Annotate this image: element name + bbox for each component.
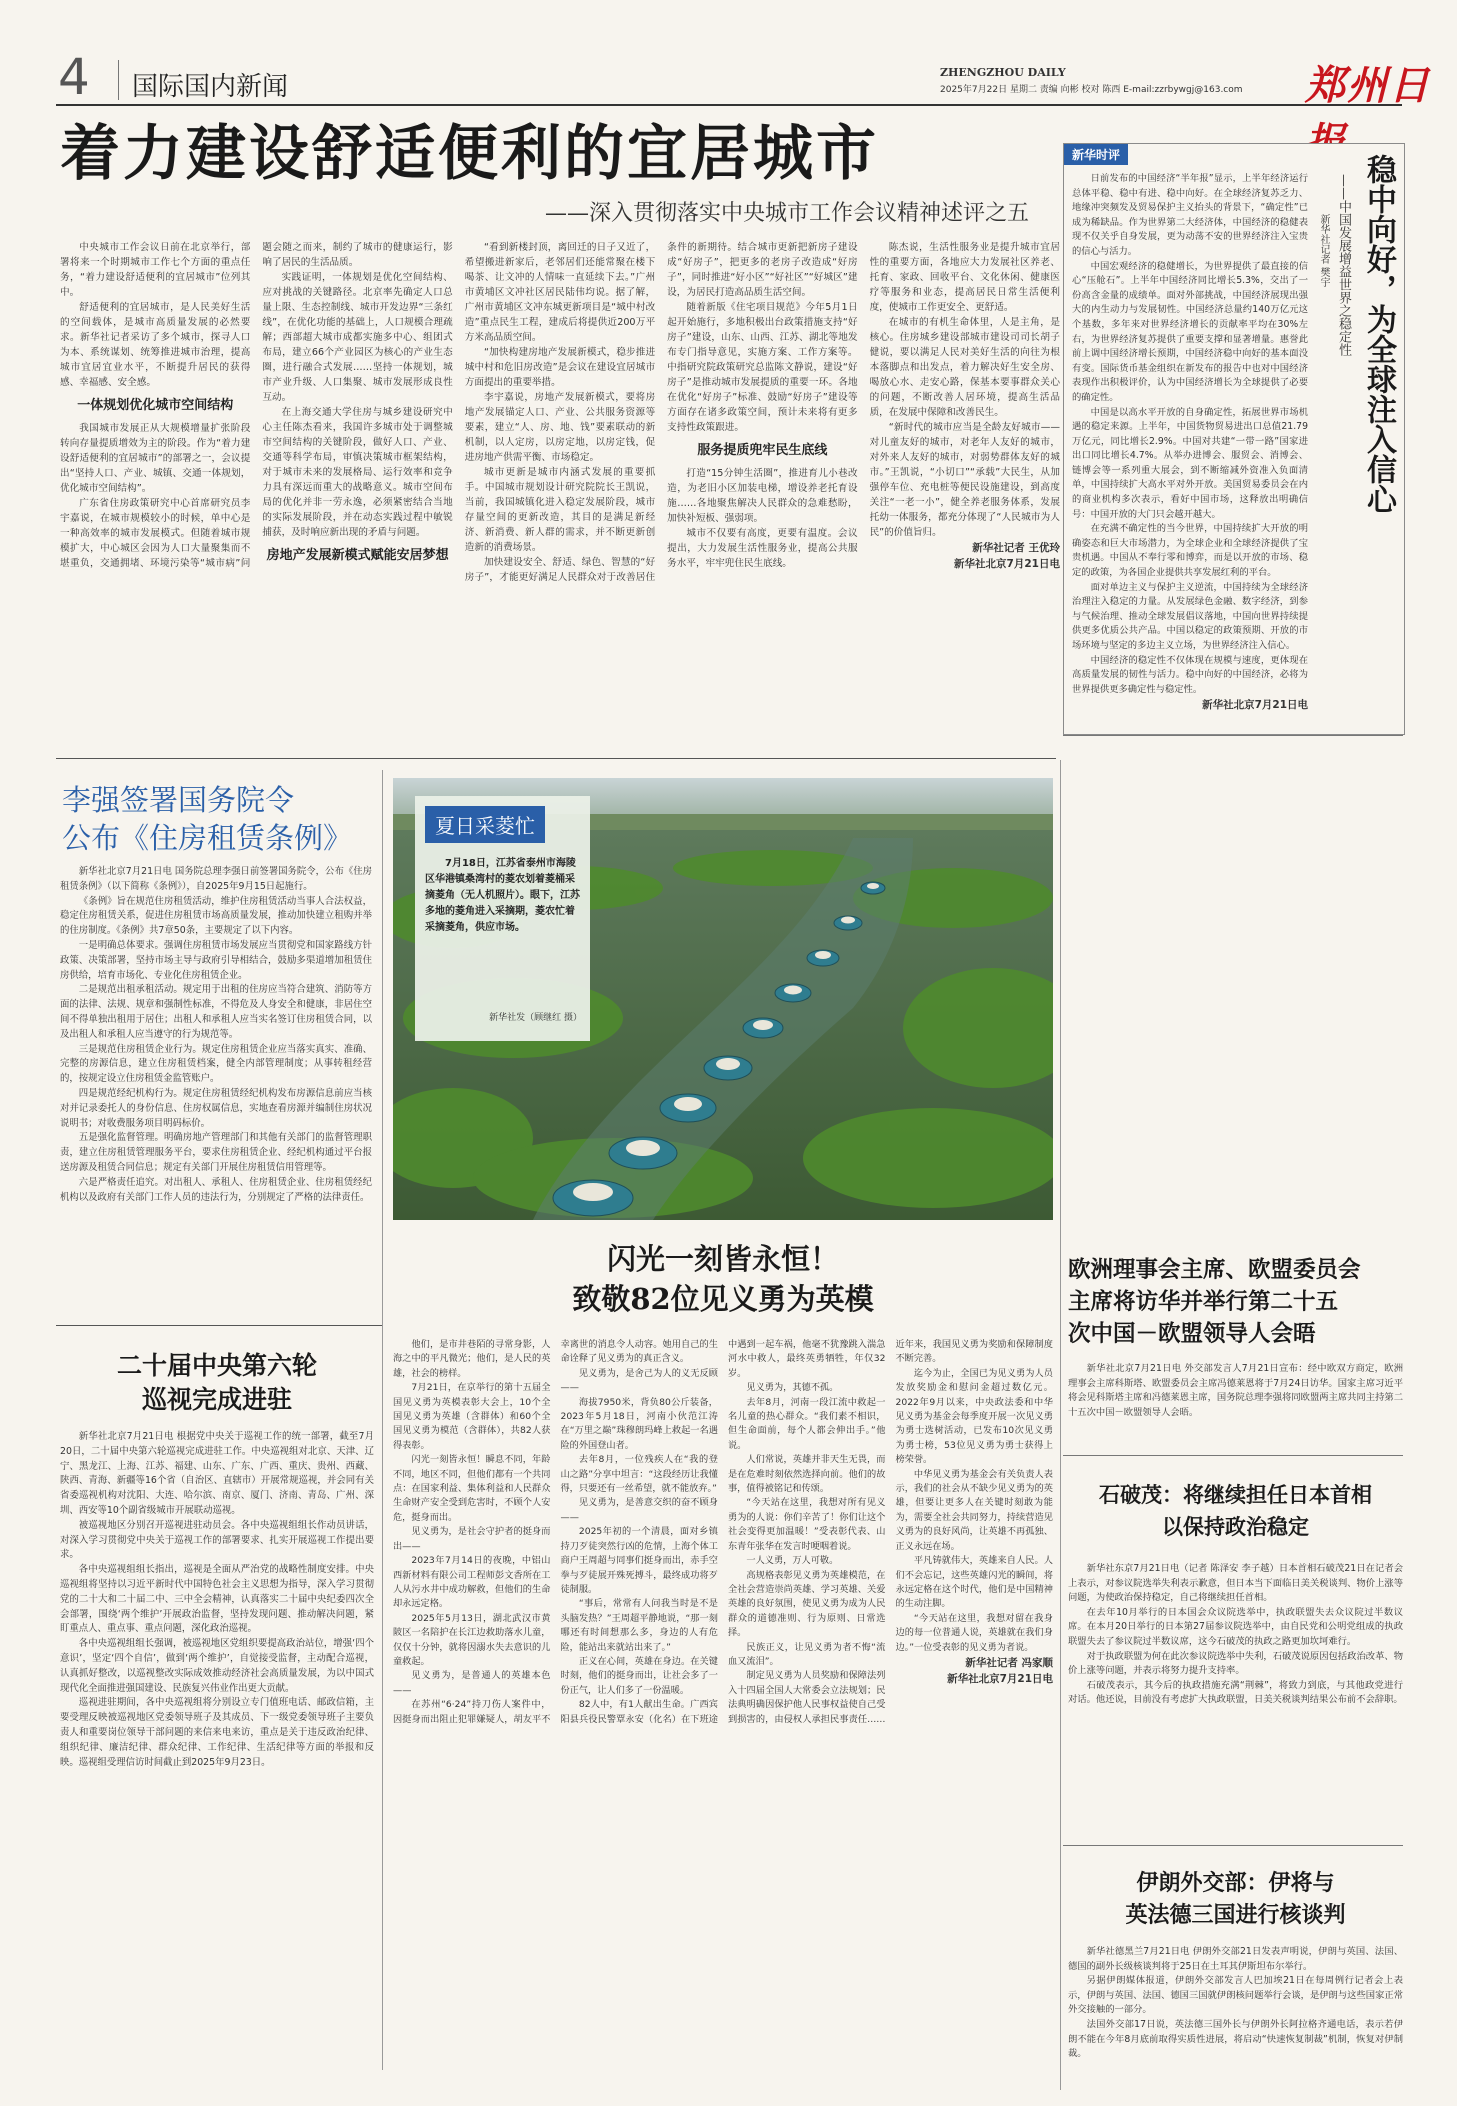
photo-block — [393, 778, 1053, 1220]
iran-title-line2: 英法德三国进行核谈判 — [1125, 1902, 1346, 1928]
lead-subhead-1: 一体规划优化城市空间结构 — [77, 398, 234, 413]
ishiba-title-line2: 以保持政治稳定 — [1162, 1514, 1309, 1539]
heroes-p8: 在苏州“6·24”持刀伤人案件中，因挺身而出阻止犯罪嫌疑人，胡友平不幸离世的消息令人动容。她用自己的生命诠释了见义勇为的真正含义。 — [393, 1339, 718, 1725]
lead-intro-p2: 舒适便利的宜居城市，是人民美好生活的空间载体，是城市高质量发展的必然要求。新华社记者采访了多个城市，探寻人口为本、系统谋划、统筹推进城市治理，提高城市宜居宜业水平，不断提升居民的获得感、幸福感、安全感。 — [60, 302, 251, 388]
photo-caption: 7月18日，江苏省泰州市海陵区华港镇桑湾村的菱农划着菱桶采摘菱角（无人机照片）。眼下，江苏多地的菱角进入采摘期，菱农忙着采摘菱角，供应市场。 — [425, 858, 580, 933]
heroes-p9: 见义勇为，是舍己为人的义无反顾—— — [560, 1367, 718, 1394]
heroes-p28: “今天站在这里，我想对留在我身边的每一位普通人说，英雄就在我们身边。”一位受表彰的见义勇为者说。 — [895, 1612, 1053, 1653]
sidebar-byline: 新华社记者 樊宇 — [1318, 214, 1329, 288]
lead-p2-1: “看到新楼封顶，离回迁的日子又近了，希望搬进新家后，老邻居们还能常聚在楼下喝茶、让文冲的人情味一直延续下去。”广州市黄埔区文冲社区居民陆伟均说。据了解，广州市黄埔区文冲东城更新项目是“城中村改造”重点民生工程，建成后将提供近200万平方米高品质空间。 — [464, 242, 656, 343]
lead-p2-2: “加快构建房地产发展新模式，稳步推进城中村和危旧房改造”是会议在建设宜居城市方面提出的重要举措。 — [464, 347, 656, 388]
li-qiang-p3: 一是明确总体要求。强调住房租赁市场发展应当贯彻党和国家路线方针政策、决策部署，坚持市场主导与政府引导相结合，鼓励多渠道增加租赁住房供给，培育市场化、专业化住房租赁企业。 — [60, 939, 372, 981]
ishiba-p2: 在去年10月举行的日本国会众议院选举中，执政联盟失去众议院过半数议席。在本月20日举行的日本第27届参议院选举中，由自民党和公明党组成的执政联盟失去了参议院过半数议席，这今石破茂的执政之路更加坎坷难行。 — [1068, 1606, 1403, 1647]
heroes-p1: 他们，是市井巷陌的寻常身影，人海之中的平凡微光；他们，是人民的英雄，社会的榜样。 — [393, 1339, 551, 1379]
issue-meta: 2025年7月22日 星期二 责编 向彬 校对 陈西 E-mail:zzrbywgj@163.com — [940, 85, 1243, 95]
lead-title: 着力建设舒适便利的宜居城市 — [60, 119, 879, 189]
ishiba-p4: 石破茂表示，其今后的执政措施充满“荆棘”，将致力到底，与其他政党进行对话。他还说，目前没有考虑扩大执政联盟，日美关税谈判结果公布前不会辞职。 — [1068, 1679, 1403, 1706]
heroes-p6: 2025年5月13日，湖北武汉市黄陂区一名陪护在长江边救助落水儿童，仅仅十分钟，就将因溺水失去意识的儿童救起。 — [393, 1612, 551, 1667]
sidebar-p6: 中国经济的稳定性不仅体现在规模与速度，更体现在高质量发展的韧性与活力。稳中向好的中国经济，必将为世界提供更多确定性与稳定性。 — [1072, 654, 1308, 695]
lead-dateline: 新华社北京7月21日电 — [954, 558, 1060, 570]
sidebar-subtitle: ——中国发展增益世界之稳定性 — [1336, 174, 1351, 356]
heroes-p23: 民族正义，让见义勇为者不悔“流血又流泪”。 — [728, 1641, 886, 1667]
xunshi-body — [60, 1430, 374, 2090]
heroes-p25: 迄今为止，全国已为见义勇为人员发放奖励金和慰问金超过数亿元。2022年9月以来，中央政法委和中华见义勇为基金会每季度开展一次见义勇为勇士选树活动，已发布10次见义勇为勇士榜，53位见义勇为勇士获得上榜荣誉。 — [895, 1367, 1053, 1466]
lead-p1-4: 在上海交通大学住房与城乡建设研究中心主任陈杰看来，我国许多城市处于调整城市空间结构的关键阶段，做好人口、产业、交通等科学布局，审慎决策城市框架结构，对于城市未来的发展格局、运行效率和竞争力具有深远而重大的战略意义。城市空间布局的优化并非一劳永逸，必须紧密结合当地的实际发展阶段，并在动态实践过程中敏锐捕获，及时响应新出现的矛盾与问题。 — [262, 407, 453, 538]
lead-body — [60, 240, 1060, 740]
ishiba-p3: 对于执政联盟为何在此次参议院选举中失利，石破茂说原因包括政治改革、物价上涨等问题，并表示将努力提升支持率。 — [1068, 1650, 1403, 1677]
li-qiang-title-line2: 公布《住房租赁条例》 — [62, 821, 353, 855]
iran-p3: 法国外交部17日说，英法德三国外长与伊朗外长阿拉格齐通电话，表示若伊朗不能在今年8月底前取得实质性进展，将启动“快速恢复制裁”机制，恢复对伊制裁。 — [1068, 2018, 1403, 2060]
page-number: 4 — [58, 48, 90, 106]
heroes-p2: 7月21日，在京举行的第十五届全国见义勇为英模表彰大会上，10个全国见义勇为英雄（含群体）和60个全国见义勇为模范（含群体），共82人获得表彰。 — [393, 1382, 551, 1451]
lead-p3-4: 在城市的有机生命体里，人是主角，是核心。住房城乡建设部城市建设司司长胡子健说，要以满足人民对美好生活的向往为根本落脚点和出发点，着力解决好生安全房、喝放心水、走安心路，保基本要事群众关心的问题，不断改善人居环境，提高生活品质，在发展中保障和改善民生。 — [869, 317, 1060, 418]
eu-p1: 新华社北京7月21日电 外交部发言人7月21日宣布：经中欧双方商定，欧洲理事会主席科斯塔、欧盟委员会主席冯德莱恩将于7月24日访华。国家主席习近平将会见科斯塔主席和冯德莱恩主席，国务院总理李强将同欧盟两主席共同主持第二十五次中国－欧盟领导人会晤。 — [1068, 1363, 1403, 1418]
heroes-p26: 中华见义勇为基金会有关负责人表示，我们的社会从不缺少见义勇为的英雄，但要让更多人在关键时刻敢为能为，需要全社会共同努力，持续营造见义勇为的良好风尚，让英雄不再孤独、正义永远在场。 — [895, 1468, 1053, 1552]
sidebar-tag: 新华时评 — [1064, 144, 1128, 165]
xunshi-title-line2: 巡视完成进驻 — [141, 1385, 292, 1414]
section-title: 国际国内新闻 — [132, 72, 289, 102]
paper-name-en: ZHENGZHOU DAILY — [940, 66, 1066, 79]
ishiba-title-line1: 石破茂：将继续担任日本首相 — [1099, 1482, 1372, 1507]
heroes-title-line1: 闪光一刻皆永恒！ — [606, 1242, 839, 1276]
heroes-p4: 见义勇为，是社会守护者的挺身而出—— — [393, 1526, 551, 1552]
eu-title-line1: 欧洲理事会主席、欧盟委员会 — [1068, 1257, 1361, 1283]
page-header — [0, 0, 1457, 110]
lead-p1-3: 实践证明，一体规划是优化空间结构、应对挑战的关键路径。北京率先确定人口总量上限、生态控制线、城市开发边界“三条红线”，在优化功能的基础上，人口规模合理疏解；西部超大城市成都实施多中心、组团式布局，建立66个产业园区为核心的产业生态圈，进行融合式发展……坚持一体规划，城市产业升级、人口集聚、城市发展形成良性互动。 — [262, 272, 453, 403]
lead-p1-2: 广东省住房政策研究中心首席研究员李宇嘉说，在城市规模较小的时候，单中心是一种高效率的城市发展模式。但随着城市规模扩大，中心城区会因为人口大量聚集而不堪重负，交通拥堵、环境污染等“城市病”问题会随之而来，制约了城市的健康运行，影响了居民的生活品质。 — [60, 242, 453, 569]
lead-p1-1: 我国城市发展正从大规模增量扩张阶段转向存量提质增效为主的阶段。作为“着力建设舒适便利的宜居城市”的部署之一，会议提出“坚持人口、产业、城镇、交通一体规划，优化城市空间结构”。 — [60, 423, 251, 494]
eu-body — [1068, 1362, 1403, 1452]
sidebar-commentary — [1063, 143, 1405, 735]
heroes-p20: “今天站在这里，我想对所有见义勇为的人说：你们辛苦了！你们让这个社会变得更加温暖！”受表彰代表、山东青年张华在发言时哽咽着说。 — [728, 1497, 886, 1552]
lead-subhead-3: 服务提质兜牢民生底线 — [697, 443, 828, 458]
li-qiang-p5: 三是规范住房租赁企业行为。规定住房租赁企业应当落实真实、准确、完整的房源信息，建立住房租赁档案，健全内部管理制度；从事转租经营的，按规定设立住房租赁金监管账户。 — [60, 1043, 372, 1085]
heroes-p13: 2025年初的一个清晨，面对乡镇持刀歹徒突然行凶的危情，上海个体工商户王周超与同事们挺身而出，赤手空拳与歹徒展开殊死搏斗，最终成功将歹徒制服。 — [560, 1526, 718, 1595]
iran-body — [1068, 1945, 1403, 2095]
li-qiang-p7: 五是强化监督管理。明确房地产管理部门和其他有关部门的监督管理职责，建立住房租赁管理服务平台，要求住房租赁企业、经纪机构通过平台报送房源及租赁合同信息；规定有关部门开展住房租赁信用管理等。 — [60, 1132, 372, 1173]
sidebar-body — [1072, 172, 1308, 727]
xunshi-p1: 新华社北京7月21日电 根据党中央关于巡视工作的统一部署，截至7月20日，二十届中央第六轮巡视完成进驻工作。中央巡视组对北京、天津、辽宁、黑龙江、上海、江苏、福建、山东、广东、广西、重庆、贵州、西藏、陕西、青海、新疆等16个省（自治区、直辖市）开展常规巡视，并会同有关省委巡视机构对沈阳、大连、哈尔滨、南京、厦门、济南、青岛、广州、深圳、西安等10个副省级城市开展联动巡视。 — [60, 1431, 374, 1516]
photo-credit: 新华社发（顾继红 摄） — [489, 1013, 582, 1023]
heroes-title-line2: 致敬82位见义勇为英模 — [572, 1282, 874, 1316]
lead-signature: 新华社记者 王优玲 — [972, 542, 1060, 554]
xunshi-p3: 各中央巡视组组长指出，巡视是全面从严治党的战略性制度安排。中央巡视组将坚持以习近平新时代中国特色社会主义思想为指导，深入学习贯彻党的二十大和二十届二中、三中全会精神，认真落实二十届中央纪委四次全会部署，围绕‘两个维护’开展政治监督，坚持发现问题、推动解决问题，紧盯重点人、重点事、重点问题，深化政治巡视。 — [60, 1564, 374, 1635]
photo-caption-box — [415, 796, 590, 1041]
xunshi-title-line1: 二十届中央第六轮 — [116, 1351, 317, 1380]
heroes-p12: 见义勇为，是善意交织的奋不顾身—— — [560, 1497, 718, 1523]
li-qiang-p2: 《条例》旨在规范住房租赁活动，维护住房租赁活动当事人合法权益，稳定住房租赁关系，促进住房租赁市场高质量发展，推动加快建立租购并举的住房制度。《条例》共7章50条，主要规定了以下内容。 — [60, 895, 372, 937]
heroes-p11: 去年8月，一位残疾人在“我的登山之路”分享中坦言：“这段经历让我懂得，只要还有一丝希望，就不能放弃。” — [560, 1454, 718, 1495]
eu-title-line3: 次中国－欧盟领导人会晤 — [1068, 1321, 1316, 1347]
xunshi-p2: 被巡视地区分别召开巡视进驻动员会。各中央巡视组组长作动员讲话，对深入学习贯彻党中央关于巡视工作的部署要求、扎实开展巡视工作提出要求。 — [60, 1519, 374, 1561]
iran-title-line1: 伊朗外交部：伊将与 — [1136, 1870, 1335, 1896]
sidebar-p5: 面对单边主义与保护主义逆流，中国持续为全球经济治理注入稳定的力量。从发展绿色金融、数字经济，到参与气候治理、推动全球发展倡议落地，中国向世界持续提供更多优质公共产品。中国以稳定的政策预期、开放的市场环境与坚定的多边主义立场，为世界经济注入信心。 — [1072, 581, 1308, 651]
lead-intro-p1: 中央城市工作会议日前在北京举行，部署将来一个时期城市工作七个方面的重点任务，“着力建设舒适便利的宜居城市”位列其中。 — [60, 242, 251, 298]
lead-p2-4: 城市更新是城市内涵式发展的重要抓手。中国城市规划设计研究院院长王凯说，当前，我国城镇化进入稳定发展阶段，城市存量空间的更新改造，其目的是满足新经济、新消费、新人群的需求，并不断更新创造新的消费场景。 — [464, 467, 656, 553]
li-qiang-p6: 四是规范经纪机构行为。规定住房租赁经纪机构发布房源信息前应当核对并记录委托人的身份信息、住房权属信息，实地查看房源并编制住房状况说明书；对收费服务项目明码标价。 — [60, 1087, 372, 1129]
paper-logo: 郑州日 — [1305, 62, 1431, 109]
sidebar-title: 稳中向好，为全球注入信心 — [1361, 154, 1396, 514]
heroes-p16: 82人中，有1人献出生命。广西宾阳县兵役民警覃永安（化名）在下班途中遇到一起车祸，他毫不犹豫跳入湍急河水中救人，最终英勇牺牲，年仅32岁。 — [560, 1339, 886, 1725]
lead-subtitle: ——深入贯彻落实中央城市工作会议精神述评之五 — [545, 201, 1030, 226]
lead-p3-1: 打造“15分钟生活圈”，推进育儿小巷改造，为老旧小区加装电梯，增设养老托育设施……各地聚焦解决人民群众的急难愁盼，加快补短板、强弱项。 — [667, 468, 858, 524]
iran-p1: 新华社德黑兰7月21日电 伊朗外交部21日发表声明说，伊朗与英国、法国、德国的副外长级核谈判将于25日在土耳其伊斯坦布尔举行。 — [1068, 1946, 1403, 1972]
lead-p3-3: 陈杰说，生活性服务业是提升城市宜居性的重要方面，各地应大力发展社区养老、托育、家政、回收平台、文化休闲、健康医疗等服务和业态，提高居民日常生活便利度，使城市工作更安全、更舒适。 — [869, 242, 1060, 313]
heroes-p24: 制定见义勇为人员奖励和保障法列入十四届全国人大常委会立法规划；民法典明确因保护他人民事权益使自己受到损害的，由侵权人承担民事责任……近年来，我国见义勇为奖励和保障制度不断完善。 — [728, 1339, 1053, 1725]
li-qiang-p1: 新华社北京7月21日电 国务院总理李强日前签署国务院令，公布《住房租赁条例》（以下简称《条例》），自2025年9月15日起施行。 — [60, 866, 372, 892]
sidebar-p1: 日前发布的中国经济“半年报”显示，上半年经济运行总体平稳、稳中有进、稳中向好。在全球经济复苏乏力、地缘冲突频发及贸易保护主义抬头的背景下，“确定性”已成为稀缺品。作为世界第二大经济体，中国经济的稳健表现不仅关乎自身发展，更为动荡不安的世界经济注入宝贵的信心与活力。 — [1072, 173, 1308, 257]
ishiba-body — [1068, 1562, 1403, 1837]
xunshi-p4: 各中央巡视组组长强调，被巡视地区党组织要提高政治站位，增强‘四个意识’，坚定‘四个自信’，做到‘两个维护’，自觉接受监督，主动配合巡视，认真抓好整改，以巡视整改实际成效推动经济社会高质量发展，为以中国式现代化全面推进强国建设、民族复兴伟业作出更大贡献。 — [60, 1638, 374, 1694]
heroes-dateline: 新华社北京7月21日电 — [947, 1672, 1053, 1685]
iran-p2: 另据伊朗媒体报道，伊朗外交部发言人巴加埃21日在每周例行记者会上表示，伊朗与英国、法国、德国三国就伊朗核问题举行会谈，是伊朗与这些国家正常外交接触的一部分。 — [1068, 1975, 1403, 2016]
eu-title-line2: 主席将访华并举行第二十五 — [1068, 1289, 1339, 1315]
heroes-body — [393, 1338, 1053, 2090]
heroes-p10: 海拔7950米，背负80公斤装备，2023年5月18日，河南小伙范江涛在“万里之巅”珠穆朗玛峰上救起一名遇险的外国登山者。 — [560, 1396, 718, 1451]
heroes-p22: 高规格表彰见义勇为英雄模范，在全社会营造崇尚英雄、学习英雄、关爱英雄的良好氛围，使见义勇为成为人民群众的道德准则、行为原则、日常选择。 — [728, 1569, 886, 1639]
ishiba-p1: 新华社东京7月21日电（记者 陈泽安 李子越）日本首相石破茂21日在记者会上表示，对参议院选举失利表示歉意，但日本当下面临日美关税谈判、物价上涨等问题，为使政治保持稳定，自己将继续担任首相。 — [1068, 1563, 1403, 1604]
li-qiang-body — [60, 865, 372, 1317]
heroes-p14: “事后，常常有人问我当时是不是头脑发热？”王周超平静地说，“那一刻哪还有时间想那么多，身边的人有危险，能站出来就站出来了。” — [560, 1598, 718, 1653]
li-qiang-p4: 二是规范出租承租活动。规定用于出租的住房应当符合建筑、消防等方面的法律、法规、规章和强制性标准，不得危及人身安全和健康，非居住空间不得单独出租用于居住；出租人和承租人应当实名签订住房租赁合同，以及出租人和承租人应当遵守的行为规范等。 — [60, 984, 372, 1040]
heroes-p15: 正义在心间，英雄在身边。在关键时刻，他们的挺身而出，让社会多了一份正气，让人们多了一份温暖。 — [560, 1655, 718, 1696]
sidebar-p3: 中国是以高水平开放的自身确定性，拓展世界市场机遇的稳定来源。上半年，中国货物贸易进出口总值21.79万亿元，同比增长2.9%。中国对共建“一带一路”国家进出口同比增长4.7%。从举办进博会、服贸会、消博会、链博会等一系列重大展会，到不断缩减外资准入负面清单，中国持续扩大高水平对外开放。美国贸易委员会在内的商业机构多次表示，看好中国市场，这释放出明确信号：中国开放的大门只会越开越大。 — [1072, 406, 1308, 520]
lead-p3-2: 城市不仅要有高度，更要有温度。会议提出，大力发展生活性服务业，提高公共服务水平，牢牢兜住民生底线。 — [667, 528, 858, 569]
lead-p2-6: 随着新版《住宅项目规范》今年5月1日起开始施行，多地积极出台政策措施支持“好房子”建设，山东、山西、江苏、湖北等地发布专门指导意见，实施方案、工作方案等。中指研究院政策研究总监陈文静说，建设“好房子”是推动城市发展提质的重要一环。各地在优化“好房子”标准、鼓励“好房子”建设等方面存在诸多政策空间，预计未来将有更多支持性政策跟进。 — [667, 302, 858, 433]
heroes-signature: 新华社记者 冯家顺 — [965, 1656, 1053, 1669]
li-qiang-p8: 六是严格责任追究。对出租人、承租人、住房租赁企业、住房租赁经纪机构以及政府有关部门工作人员的违法行为，分别规定了严格的法律责任。 — [60, 1176, 372, 1203]
heroes-p17: 见义勇为，其德不孤。 — [746, 1382, 839, 1394]
lead-p3-5: “新时代的城市应当是全龄友好城市——对儿童友好的城市，对老年人友好的城市，对外来人友好的城市，对弱势群体友好的城市。”王凯说，“小切口”“承载”大民生，从加强停车位、充电桩等便民设施建设，到高度关注“一老一小”，健全养老服务体系，发展托幼一体服务，都充分体现了“人民城市为人民”的价值旨归。 — [869, 422, 1060, 538]
heroes-p27: 平凡铸就伟大，英雄来自人民。人们不会忘记，这些英雄闪光的瞬间，将永远定格在这个时代，他们是中国精神的生动注脚。 — [895, 1555, 1053, 1610]
heroes-p7: 见义勇为，是普通人的英雄本色—— — [393, 1670, 551, 1696]
heroes-p5: 2023年7月14日的夜晚，中铝山西新材料有限公司工程师彭文香所在工人从污水井中成功解救，但他们的生命却永远定格。 — [393, 1555, 551, 1610]
sidebar-dateline: 新华社北京7月21日电 — [1202, 699, 1308, 712]
sidebar-p4: 在充满不确定性的当今世界，中国持续扩大开放的明确姿态和巨大市场潜力，为全球企业和全球经济提供了宝贵机遇。中国从不奉行零和博弈，而是以开放的市场、稳定的政策，为各国企业提供共享发展红利的平台。 — [1072, 523, 1308, 579]
lead-p2-3: 李宇嘉说，房地产发展新模式，要将房地产发展锚定人口、产业、公共服务资源等要素，建立“人、房、地、钱”要素联动的新机制，以人定房，以房定地，以房定钱，促进房地产供需平衡、市场稳定。 — [464, 392, 656, 463]
heroes-p21: 一人义勇，万人可敬。 — [746, 1555, 839, 1567]
heroes-p19: 人们常说，英雄并非天生无畏，而是在危难时刻依然选择向前。他们的故事，值得被铭记和传颂。 — [728, 1454, 886, 1495]
sidebar-p2: 中国宏观经济的稳健增长，为世界提供了最直接的信心“压舱石”。上半年中国经济同比增长5.3%，交出了一份高含金量的成绩单。面对外部挑战，中国经济展现出强大的内生动力与发展韧性。中国经济总量约140万亿元这个基数，多年来对世界经济增长的贡献率平均在30%左右，为世界经济复苏提供了重要支撑和显著增量。惠誉此前上调中国经济增长预期，中国经济稳中向好的基本面没有变。国际货币基金组织在新发布的报告中也对中国经济表现作出积极评价，认为中国经济增长为全球提供了必要的确定性。 — [1072, 260, 1308, 403]
li-qiang-title-line1: 李强签署国务院令 — [62, 783, 295, 817]
xunshi-p5: 巡视进驻期间，各中央巡视组将分别设立专门值班电话、邮政信箱，主要受理反映被巡视地区党委领导班子及其成员、下一级党委领导班子主要负责人和重要岗位领导干部问题的来信来电来访，重点是关于违反政治纪律、组织纪律、廉洁纪律、群众纪律、工作纪律、生活纪律等方面的举报和反映。巡视组受理信访时间截止到2025年9月23日。 — [60, 1697, 374, 1768]
heroes-p18: 去年8月，河南一段江流中救起一名儿童的热心群众。“我们素不相识，但生命面前，每个人都会伸出手。”他说。 — [728, 1396, 886, 1451]
heroes-p3: 闪光一刻皆永恒！瞬息不同，年龄不同，地区不同，但他们都有一个共同点：在国家利益、集体利益和人民群众生命财产安全受到危害时，不顾个人安危，挺身而出。 — [393, 1454, 551, 1523]
lead-subhead-2: 房地产发展新模式赋能安居梦想 — [266, 548, 449, 563]
lead-p2-5: 加快建设安全、舒适、绿色、智慧的“好房子”，才能更好满足人民群众对于改善居住条件的新期待。结合城市更新把新房子建设成“好房子”，把更多的老房子改造成“好房子”，同时推进“好小区”“好社区”“好城区”建设，为居民打造高品质生活空间。 — [464, 242, 858, 583]
photo-title: 夏日采菱忙 — [425, 806, 545, 843]
